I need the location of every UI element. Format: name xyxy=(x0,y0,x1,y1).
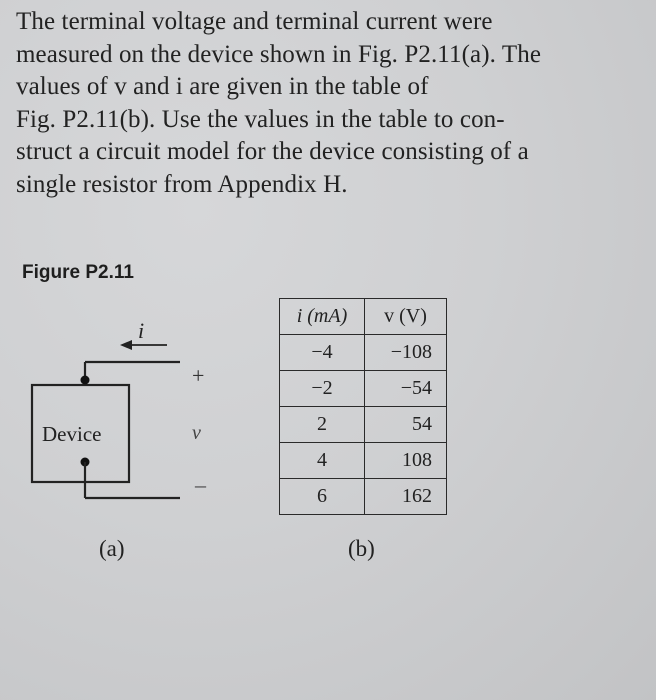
table-row xyxy=(280,479,447,515)
caption-b: (b) xyxy=(348,536,375,561)
table-row xyxy=(280,371,447,407)
circuit-diagram xyxy=(22,310,222,510)
problem-line: values of v and i are given in the table of xyxy=(16,73,429,100)
table-row xyxy=(280,407,447,443)
current-arrow-icon xyxy=(120,340,132,350)
cell-current: 6 xyxy=(280,479,365,515)
cell-current: −2 xyxy=(280,371,365,407)
cell-current: 2 xyxy=(280,407,365,443)
figure-label: Figure P2.11 xyxy=(22,262,134,283)
header-current: i (mA) xyxy=(280,299,365,335)
caption-a: (a) xyxy=(99,536,125,561)
table-row xyxy=(280,443,447,479)
cell-voltage: −54 xyxy=(365,371,447,407)
cell-voltage: 54 xyxy=(365,407,447,443)
cell-voltage: 108 xyxy=(365,443,447,479)
problem-line: Fig. P2.11(b). Use the values in the table to con- xyxy=(16,105,505,133)
header-voltage: v (V) xyxy=(365,299,447,335)
table-header-row xyxy=(280,299,447,335)
problem-text xyxy=(16,6,600,201)
current-label: i xyxy=(138,318,145,343)
problem-line: struct a circuit model for the device consisting of a xyxy=(16,138,529,165)
problem-line: The terminal voltage and terminal current were xyxy=(16,8,493,35)
voltage-label: v xyxy=(192,422,201,444)
iv-table xyxy=(279,298,447,515)
problem-line: single resistor from Appendix H. xyxy=(16,170,348,198)
cell-current: −4 xyxy=(280,335,365,371)
cell-voltage: −108 xyxy=(365,335,447,371)
problem-line: measured on the device shown in Fig. P2.11(a). The xyxy=(16,40,542,68)
plus-label: + xyxy=(192,363,205,388)
cell-voltage: 162 xyxy=(365,479,447,515)
cell-current: 4 xyxy=(280,443,365,479)
minus-label: – xyxy=(195,472,206,497)
top-terminal-node xyxy=(81,376,90,385)
table-row xyxy=(280,335,447,371)
device-label: Device xyxy=(42,422,102,446)
